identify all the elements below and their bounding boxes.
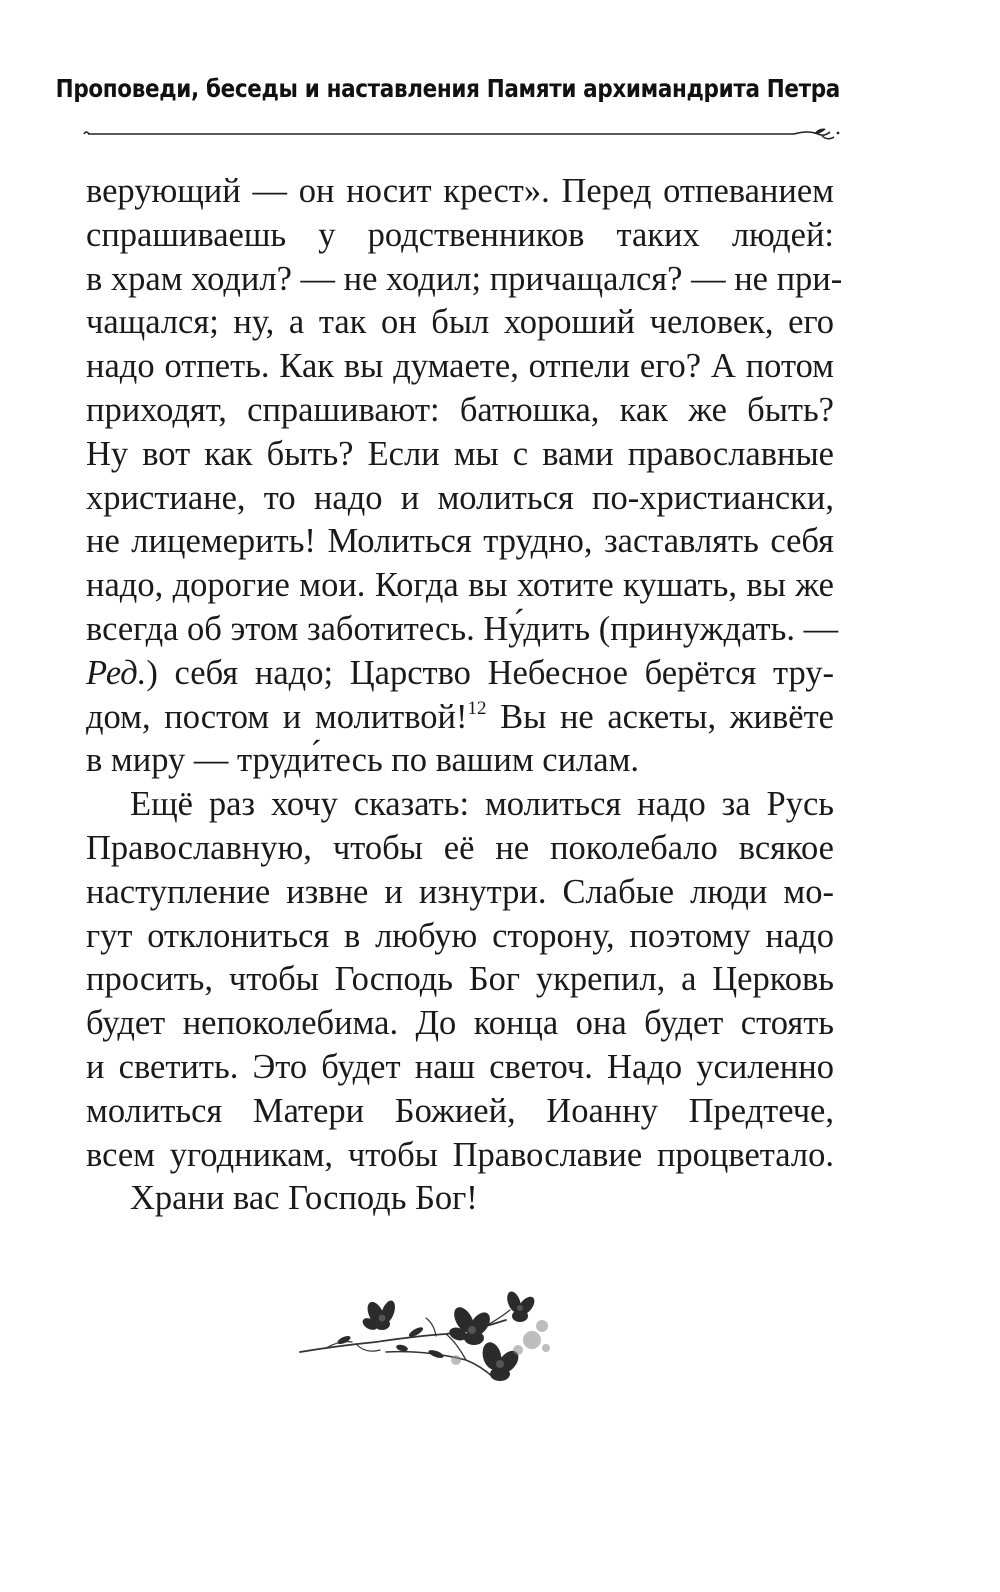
text-line: верующий — он носит крест». Перед отпеванием [86,172,834,210]
text-line: просить, чтобы Господь Бог укрепил, а Церковь [86,960,834,999]
text-line: гут отклониться в любую сторону, поэтому надо [86,916,834,955]
paragraph-first-line: Ещё раз хочу сказать: молиться надо за Русь [130,785,834,824]
text-line: молиться Матери Божией, Иоанну Предтече, [86,1091,834,1130]
running-title: Проповеди, беседы и наставления Памяти архимандрита Петра [55,74,840,103]
text-line: наступление извне и изнутри. Слабые люди мо- [86,872,834,911]
text-line: в храм ходил? — не ходил; причащался? — не при- [86,259,843,298]
running-header [0,62,1000,142]
vine-rule-icon [82,126,842,142]
text-line: чащался; ну, а так он был хороший человек, его [86,303,834,342]
text-line: надо отпеть. Как вы думаете, отпели его? А потом [86,347,834,386]
body-text [86,170,843,1221]
closing-line: Храни вас Господь Бог! [130,1179,478,1218]
editor-abbreviation: Ред. [86,653,147,692]
text-line: и светить. Это будет наш светоч. Надо усиленно [86,1047,834,1086]
floral-branch-icon [296,1290,566,1400]
text-line: всегда об этом заботитесь. Ну́дить (принуждать. — [86,609,839,648]
text-line: христиане, то надо и молиться по-христиански, [86,478,834,517]
text-line: всем угодникам, чтобы Православие процветало. [86,1135,834,1174]
text-line: приходят, спрашивают: батюшка, как же быть? [86,390,834,429]
text-line [86,696,834,740]
text-line: надо, дорогие мои. Когда вы хотите кушать, вы же [86,566,834,605]
text-line [86,652,834,696]
text-line: будет непоколебима. До конца она будет стоять [86,1004,834,1043]
text-fragment: дом, постом и молитвой! [86,697,468,736]
text-fragment: Вы не аскеты, живёте [486,697,834,736]
footnote-reference[interactable]: 12 [467,697,487,719]
text-line: Православную, чтобы её не поколебало всякое [86,828,834,867]
text-line: в миру — труди́тесь по вашим силам. [86,741,640,780]
text-line: Ну вот как быть? Если мы с вами православные [86,434,834,473]
text-line: спрашиваешь у родственников таких людей: [86,215,834,254]
text-fragment: ) себя надо; Царство Небесное берётся тру- [146,653,834,692]
text-line: не лицемерить! Молиться трудно, заставлять себя [86,522,834,561]
